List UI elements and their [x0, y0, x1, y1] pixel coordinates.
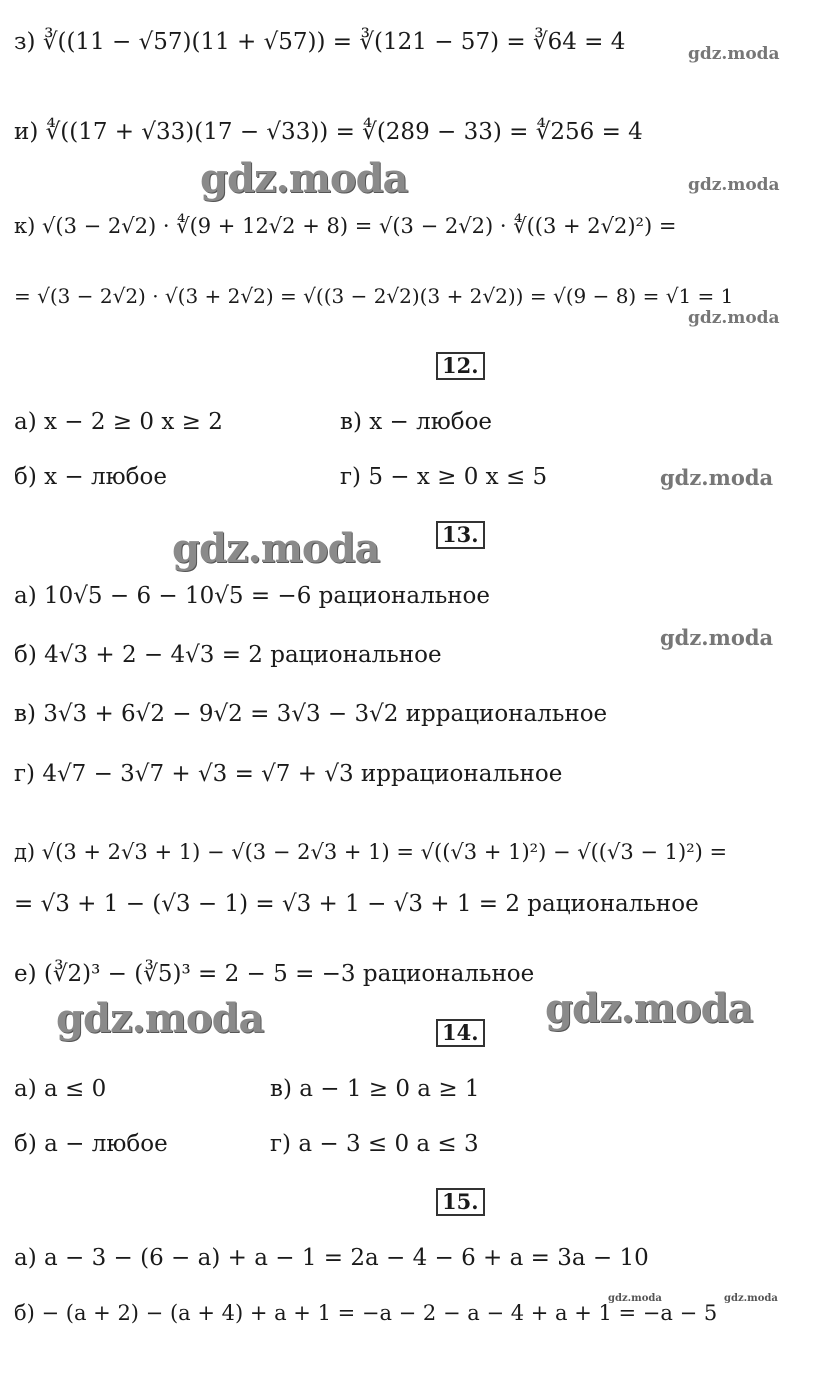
task-number-12: 12.	[436, 352, 485, 380]
task13-item-d-line1: д) √(3 + 2√3 + 1) − √(3 − 2√3 + 1) = √((√3 + 1)²) − √((√3 − 1)²) =	[14, 840, 728, 864]
task15-item-a: а) a − 3 − (6 − a) + a − 1 = 2a − 4 − 6 + a = 3a − 10	[14, 1245, 649, 1271]
task13-item-a: а) 10√5 − 6 − 10√5 = −6 рациональное	[14, 583, 491, 609]
task-number-14: 14.	[436, 1019, 485, 1047]
watermark: gdz.moda	[724, 1293, 778, 1304]
watermark: gdz.moda	[608, 1293, 662, 1304]
task-number-13: 13.	[436, 521, 485, 549]
task12-item-v: в) x − любое	[340, 409, 493, 435]
equation-z: з) ∛((11 − √57)(11 + √57)) = ∛(121 − 57) = ∛64 = 4	[14, 29, 626, 55]
watermark: gdz.moda	[660, 625, 774, 650]
task15-item-b: б) − (a + 2) − (a + 4) + a + 1 = −a − 2 − a − 4 + a + 1 = −a − 5	[14, 1301, 718, 1325]
task13-item-g: г) 4√7 − 3√7 + √3 = √7 + √3 иррациональное	[14, 761, 563, 787]
task13-item-b: б) 4√3 + 2 − 4√3 = 2 рациональное	[14, 642, 442, 668]
watermark: gdz.moda	[688, 308, 780, 328]
equation-i: и) ∜((17 + √33)(17 − √33)) = ∜(289 − 33) = ∜256 = 4	[14, 119, 643, 145]
task13-item-d-line2: = √3 + 1 − (√3 − 1) = √3 + 1 − √3 + 1 = 2 рациональное	[14, 891, 699, 917]
task14-item-a: а) a ≤ 0	[14, 1076, 107, 1102]
watermark: gdz.moda	[56, 995, 264, 1042]
task-number-15: 15.	[436, 1188, 485, 1216]
equation-k-line2: = √(3 − 2√2) · √(3 + 2√2) = √((3 − 2√2)(3 + 2√2)) = √(9 − 8) = √1 = 1	[14, 284, 734, 308]
equation-k-line1: к) √(3 − 2√2) · ∜(9 + 12√2 + 8) = √(3 − 2√2) · ∜((3 + 2√2)²) =	[14, 214, 677, 238]
watermark: gdz.moda	[200, 155, 408, 202]
task13-item-e: е) (∛2)³ − (∛5)³ = 2 − 5 = −3 рациональное	[14, 961, 535, 987]
watermark: gdz.moda	[172, 525, 380, 572]
task13-item-v: в) 3√3 + 6√2 − 9√2 = 3√3 − 3√2 иррациональное	[14, 701, 608, 727]
task12-item-a: а) x − 2 ≥ 0 x ≥ 2	[14, 409, 223, 435]
watermark: gdz.moda	[688, 175, 780, 195]
task12-item-b: б) x − любое	[14, 464, 167, 490]
task14-item-b: б) a − любое	[14, 1131, 168, 1157]
task14-item-v: в) a − 1 ≥ 0 a ≥ 1	[270, 1076, 480, 1102]
task12-item-g: г) 5 − x ≥ 0 x ≤ 5	[340, 464, 548, 490]
task14-item-g: г) a − 3 ≤ 0 a ≤ 3	[270, 1131, 479, 1157]
watermark: gdz.moda	[660, 465, 774, 490]
watermark: gdz.moda	[545, 985, 753, 1032]
watermark: gdz.moda	[688, 44, 780, 64]
